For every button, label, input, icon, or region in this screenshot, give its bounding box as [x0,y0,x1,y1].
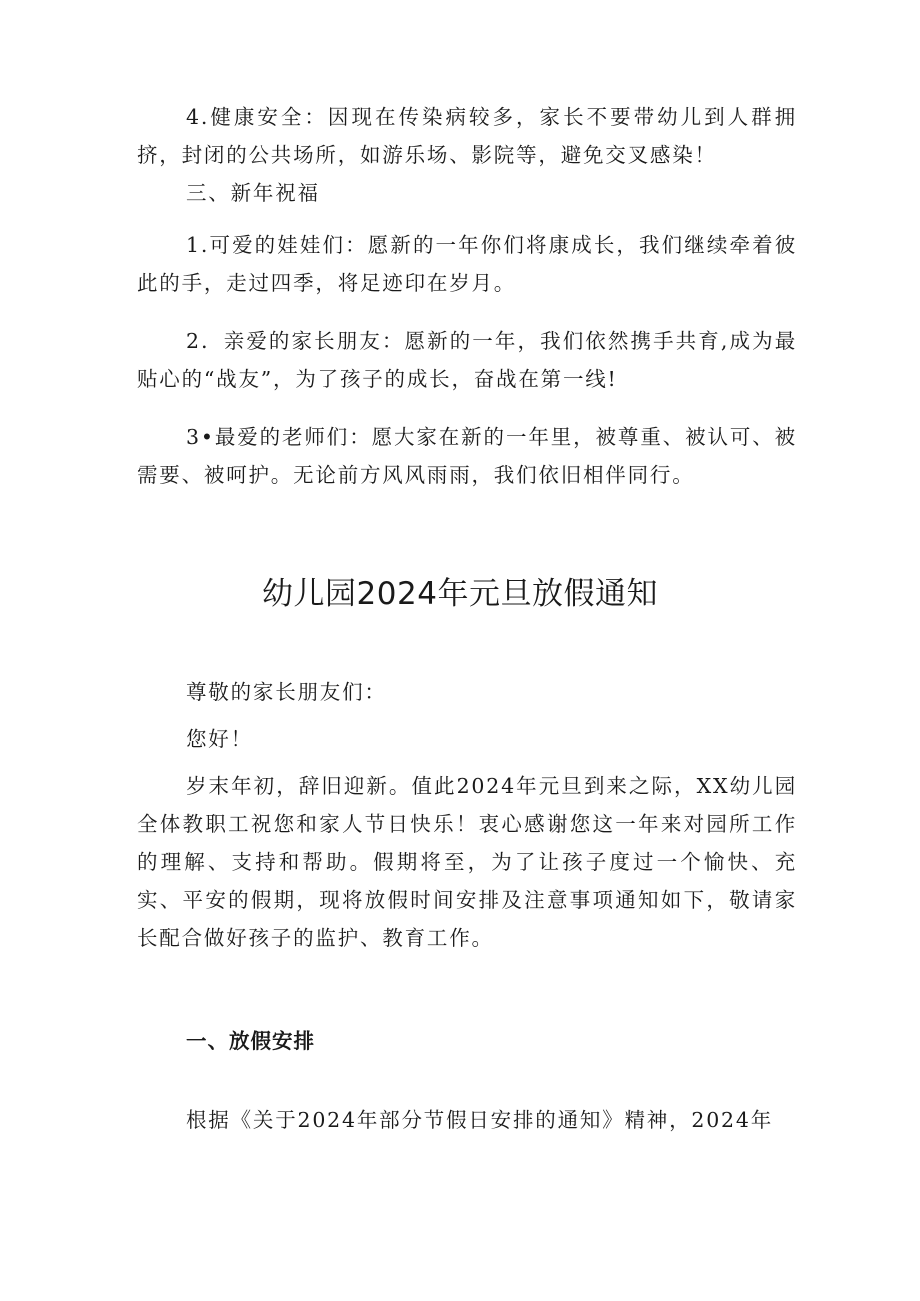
paragraph-holiday-arrangement: 根据《关于2024年部分节假日安排的通知》精神，2024年 [186,1108,774,1132]
heading-new-year-wishes: 三、新年祝福 [186,181,320,205]
section-heading-holiday-arrangement: 一、放假安排 [186,1029,315,1053]
notice-intro-paragraph: 岁末年初，辞旧迎新。值此2024年元旦到来之际，XX幼儿园全体教职工祝您和家人节日快乐！衷心感谢您这一年来对园所工作的理解、支持和帮助。假期将至，为了让孩子度过一个愉快、充实、平安的假期，现将放假时间安排及注意事项通知如下，敬请家长配合做好孩子的监护、教育工作。 [137,774,797,950]
paragraph-wish-teachers: 3•最爱的老师们：愿大家在新的一年里，被尊重、被认可、被需要、被呵护。无论前方风风雨雨，我们依旧相伴同行。 [137,425,797,487]
notice-greeting: 您好！ [186,727,253,751]
paragraph-wish-parents: 2．亲爱的家长朋友：愿新的一年，我们依然携手共育,成为最贴心的“战友”，为了孩子的成长，奋战在第一线! [137,329,797,391]
notice-salutation: 尊敬的家长朋友们： [186,680,387,704]
notice-title: 幼儿园2024年元旦放假通知 [262,576,658,612]
paragraph-wish-children: 1.可爱的娃娃们：愿新的一年你们将康成长，我们继续牵着彼此的手，走过四季，将足迹印在岁月。 [137,233,797,295]
paragraph-health-safety: 4.健康安全：因现在传染病较多，家长不要带幼儿到人群拥挤，封闭的公共场所，如游乐场、影院等，避免交叉感染！ [137,105,797,167]
